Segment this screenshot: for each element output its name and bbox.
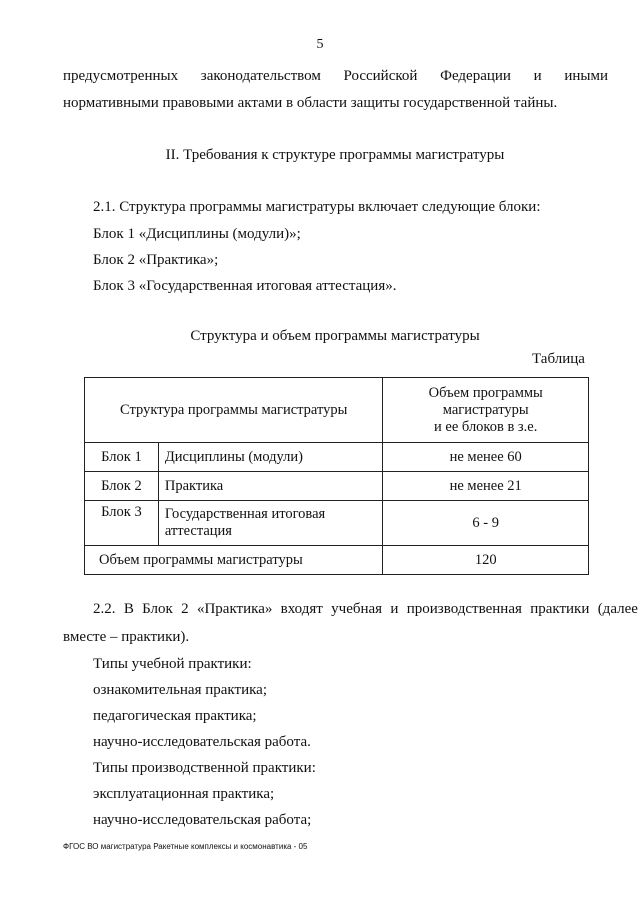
item-2-2-line2: вместе – практики). — [63, 629, 190, 645]
word: производственная — [406, 601, 522, 617]
practice-line: научно-исследовательская работа. — [93, 734, 311, 750]
name-cell: Государственная итоговая аттестация — [158, 501, 383, 546]
practice-line: ознакомительная практика; — [93, 682, 267, 698]
practice-line: научно-исследовательская работа; — [93, 812, 312, 828]
word: учебная — [331, 601, 383, 617]
practice-line: педагогическая практика; — [93, 708, 257, 724]
intro-paragraph-line1 — [63, 67, 608, 85]
block-cell: Блок 3 — [85, 501, 159, 546]
block-cell: Блок 1 — [85, 443, 159, 472]
page-footer: ФГОС ВО магистратура Ракетные комплексы и космонавтика - 05 — [63, 842, 308, 851]
table-label: Таблица — [532, 351, 585, 367]
block-list-item: Блок 1 «Дисциплины (модули)»; — [93, 226, 301, 242]
word: (далее — [597, 601, 638, 617]
word: иными — [564, 68, 608, 84]
word: практики — [530, 601, 590, 617]
word: Российской — [343, 68, 418, 84]
word: «Практика» — [196, 601, 273, 617]
table-row — [85, 472, 589, 501]
header-volume-line: и ее блоков в з.е. — [434, 418, 538, 435]
name-cell: Дисциплины (модули) — [158, 443, 383, 472]
table-total-row — [85, 546, 589, 575]
volume-cell: 6 - 9 — [383, 501, 589, 546]
table-row — [85, 501, 589, 546]
item-2-2-line1 — [93, 600, 638, 618]
volume-cell: не менее 60 — [383, 443, 589, 472]
practice-line: Типы производственной практики: — [93, 760, 316, 776]
word: и — [533, 68, 542, 84]
word: предусмотренных — [63, 68, 179, 84]
practice-line: Типы учебной практики: — [93, 656, 252, 672]
table-title: Структура и объем программы магистратуры — [190, 328, 480, 344]
structure-table — [84, 377, 589, 575]
block-list-item: Блок 3 «Государственная итоговая аттестация». — [93, 278, 397, 294]
total-value-cell: 120 — [383, 546, 589, 575]
table-row — [85, 443, 589, 472]
word: Блок — [142, 601, 173, 617]
word: входят — [280, 601, 323, 617]
name-cell: Практика — [158, 472, 383, 501]
section-heading: II. Требования к структуре программы магистратуры — [165, 147, 505, 163]
word: 2 — [181, 601, 189, 617]
volume-cell: не менее 21 — [383, 472, 589, 501]
word: законодательством — [200, 68, 321, 84]
word: В — [123, 601, 134, 617]
total-label-cell: Объем программы магистратуры — [85, 546, 383, 575]
page-number: 5 — [316, 37, 324, 52]
word: 2.2. — [93, 601, 116, 617]
block-list-item: Блок 2 «Практика»; — [93, 252, 219, 268]
header-structure: Структура программы магистратуры — [85, 378, 383, 443]
header-volume — [383, 378, 589, 443]
header-volume-line: магистратуры — [442, 401, 529, 418]
table-header-row — [85, 378, 589, 443]
intro-paragraph-line2: нормативными правовыми актами в области защиты государственной тайны. — [63, 95, 558, 111]
block-cell: Блок 2 — [85, 472, 159, 501]
practice-line: эксплуатационная практика; — [93, 786, 275, 802]
item-2-1: 2.1. Структура программы магистратуры включает следующие блоки: — [93, 199, 541, 215]
word: и — [390, 601, 399, 617]
header-volume-line: Объем программы — [428, 384, 543, 401]
word: Федерации — [440, 68, 511, 84]
